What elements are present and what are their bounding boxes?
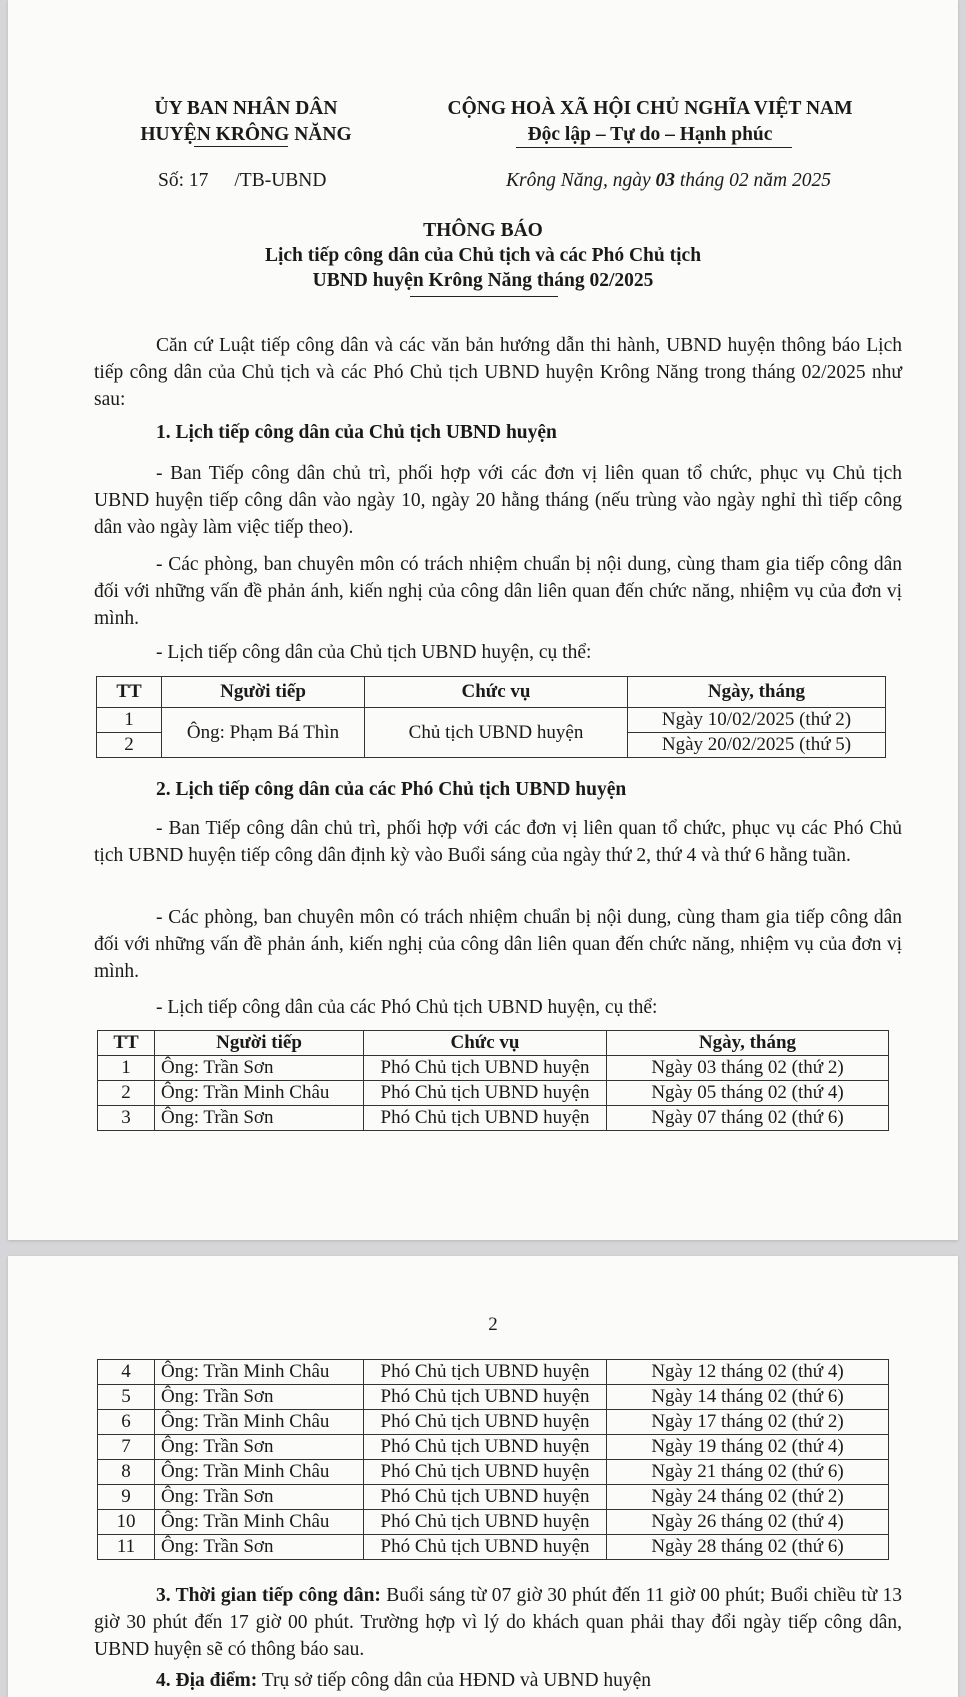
row-date: Ngày 26 tháng 02 (thứ 4): [607, 1510, 889, 1535]
table-row: [97, 708, 886, 733]
row-position: Phó Chủ tịch UBND huyện: [364, 1535, 607, 1560]
table-header-row: [97, 677, 886, 708]
chairman-schedule-table: [96, 676, 886, 758]
row-position: Phó Chủ tịch UBND huyện: [364, 1081, 607, 1106]
section2-para2: - Các phòng, ban chuyên môn có trách nhiệm chuẩn bị nội dung, cùng tham gia tiếp công dân đối với những vấn đề phản ánh, kiến nghị của công dân liên quan đến chức năng, nhiệm vụ của đơn vị mình.: [94, 907, 902, 982]
row-date: Ngày 07 tháng 02 (thứ 6): [607, 1106, 889, 1131]
table-row: [98, 1510, 889, 1535]
row-position: Phó Chủ tịch UBND huyện: [364, 1510, 607, 1535]
section1-heading: 1. Lịch tiếp công dân của Chủ tịch UBND huyện: [156, 422, 557, 443]
document-title: [208, 218, 758, 293]
row-person: Ông: Trần Sơn: [155, 1056, 364, 1081]
section3-label: 3. Thời gian tiếp công dân:: [156, 1585, 381, 1606]
row-person: Ông: Phạm Bá Thìn: [162, 708, 365, 758]
row-position: Phó Chủ tịch UBND huyện: [364, 1106, 607, 1131]
row-position: Phó Chủ tịch UBND huyện: [364, 1485, 607, 1510]
table-row: [98, 1485, 889, 1510]
section1-para2: - Các phòng, ban chuyên môn có trách nhiệm chuẩn bị nội dung, cùng tham gia tiếp công dân đối với những vấn đề phản ánh, kiến nghị của công dân liên quan đến chức năng, nhiệm vụ của đơn vị mình.: [94, 554, 902, 629]
row-position: Phó Chủ tịch UBND huyện: [364, 1460, 607, 1485]
row-tt: 7: [98, 1435, 155, 1460]
table-row: [98, 1385, 889, 1410]
agency-name: [116, 96, 376, 148]
row-tt: 10: [98, 1510, 155, 1535]
col-person: Người tiếp: [155, 1031, 364, 1056]
agency-underline: [194, 146, 288, 147]
row-date: Ngày 20/02/2025 (thứ 5): [628, 733, 886, 758]
row-person: Ông: Trần Sơn: [155, 1435, 364, 1460]
row-tt: 2: [97, 733, 162, 758]
national-title: CỘNG HOÀ XÃ HỘI CHỦ NGHĨA VIỆT NAM: [447, 98, 853, 119]
col-tt: TT: [97, 677, 162, 708]
title-underline: [410, 296, 558, 297]
row-date: Ngày 10/02/2025 (thứ 2): [628, 708, 886, 733]
row-tt: 6: [98, 1410, 155, 1435]
row-tt: 5: [98, 1385, 155, 1410]
table-row: [98, 1360, 889, 1385]
row-date: Ngày 21 tháng 02 (thứ 6): [607, 1460, 889, 1485]
document-page-1: [8, 0, 958, 1240]
number-suffix: /TB-UBND: [234, 170, 327, 191]
table-row: [98, 1081, 889, 1106]
document-number: [158, 170, 326, 192]
section3-paragraph: [94, 1582, 902, 1663]
table-row: [98, 1435, 889, 1460]
row-tt: 8: [98, 1460, 155, 1485]
row-date: Ngày 28 tháng 02 (thứ 6): [607, 1535, 889, 1560]
row-person: Ông: Trần Minh Châu: [155, 1410, 364, 1435]
row-position: Phó Chủ tịch UBND huyện: [364, 1435, 607, 1460]
row-person: Ông: Trần Sơn: [155, 1106, 364, 1131]
row-person: Ông: Trần Minh Châu: [155, 1081, 364, 1106]
col-person: Người tiếp: [162, 677, 365, 708]
row-person: Ông: Trần Sơn: [155, 1385, 364, 1410]
row-person: Ông: Trần Minh Châu: [155, 1360, 364, 1385]
row-person: Ông: Trần Minh Châu: [155, 1510, 364, 1535]
row-date: Ngày 17 tháng 02 (thứ 2): [607, 1410, 889, 1435]
table-row: [98, 1460, 889, 1485]
row-tt: 11: [98, 1535, 155, 1560]
row-date: Ngày 24 tháng 02 (thứ 2): [607, 1485, 889, 1510]
row-date: Ngày 12 tháng 02 (thứ 4): [607, 1360, 889, 1385]
section4-text: Trụ sở tiếp công dân của HĐND và UBND huyện: [257, 1670, 652, 1691]
section1-para1: - Ban Tiếp công dân chủ trì, phối hợp với các đơn vị liên quan tổ chức, phục vụ Chủ tịch UBND huyện tiếp công dân vào ngày 10, ngày 20 hằng tháng (nếu trùng vào ngày nghỉ thì tiếp công dân vào ngày làm việc tiếp theo).: [94, 463, 902, 538]
title-line1: THÔNG BÁO: [423, 220, 543, 241]
row-position: Phó Chủ tịch UBND huyện: [364, 1410, 607, 1435]
intro-paragraph: Căn cứ Luật tiếp công dân và các văn bản hướng dẫn thi hành, UBND huyện thông báo Lịch tiếp công dân của Chủ tịch và các Phó Chủ tịch UBND huyện Krông Năng trong tháng 02/2025 như sau:: [94, 335, 902, 410]
row-tt: 2: [98, 1081, 155, 1106]
row-tt: 1: [98, 1056, 155, 1081]
table-row: [98, 1535, 889, 1560]
national-motto: [400, 96, 900, 148]
number-prefix: Số: 17: [158, 170, 209, 191]
document-date: Krông Năng, ngày 03 tháng 02 năm 2025: [506, 170, 832, 191]
table-row: [98, 1056, 889, 1081]
col-tt: TT: [98, 1031, 155, 1056]
table-row: [98, 1410, 889, 1435]
section2-para3: - Lịch tiếp công dân của các Phó Chủ tịch UBND huyện, cụ thể:: [156, 997, 658, 1018]
row-person: Ông: Trần Minh Châu: [155, 1460, 364, 1485]
motto-underline: [516, 147, 792, 148]
agency-line2: HUYỆN KRÔNG NĂNG: [140, 124, 352, 145]
motto-line: Độc lập – Tự do – Hạnh phúc: [527, 124, 773, 145]
row-person: Ông: Trần Sơn: [155, 1485, 364, 1510]
section3-text: Buổi sáng từ 07 giờ 30 phút đến 11 giờ 00 phút; Buổi chiều từ 13 giờ 30 phút đến 17 giờ 00 phút. Trường hợp vì lý do khách quan phải thay đổi ngày tiếp công dân, UBND huyện sẽ có thông báo sau.: [94, 1585, 902, 1660]
section1-para3: - Lịch tiếp công dân của Chủ tịch UBND huyện, cụ thể:: [156, 642, 592, 663]
row-date: Ngày 03 tháng 02 (thứ 2): [607, 1056, 889, 1081]
row-position: Phó Chủ tịch UBND huyện: [364, 1360, 607, 1385]
row-position: Chủ tịch UBND huyện: [365, 708, 628, 758]
row-tt: 3: [98, 1106, 155, 1131]
page-number: 2: [488, 1314, 498, 1335]
row-tt: 1: [97, 708, 162, 733]
row-person: Ông: Trần Sơn: [155, 1535, 364, 1560]
col-date: Ngày, tháng: [607, 1031, 889, 1056]
row-date: Ngày 19 tháng 02 (thứ 4): [607, 1435, 889, 1460]
title-line2: Lịch tiếp công dân của Chủ tịch và các Phó Chủ tịch: [264, 245, 702, 266]
section2-heading: 2. Lịch tiếp công dân của các Phó Chủ tịch UBND huyện: [156, 779, 627, 800]
vice-chairman-table-p1: [97, 1030, 889, 1131]
table-header-row: [98, 1031, 889, 1056]
table-row: [98, 1106, 889, 1131]
section4-paragraph: [156, 1670, 651, 1692]
agency-line1: ỦY BAN NHÂN DÂN: [154, 98, 338, 119]
row-date: Ngày 14 tháng 02 (thứ 6): [607, 1385, 889, 1410]
section2-para1: - Ban Tiếp công dân chủ trì, phối hợp với các đơn vị liên quan tổ chức, phục vụ các Phó Chủ tịch UBND huyện tiếp công dân định kỳ vào Buổi sáng của ngày thứ 2, thứ 4 và thứ 6 hằng tuần.: [94, 818, 902, 866]
col-position: Chức vụ: [364, 1031, 607, 1056]
row-date: Ngày 05 tháng 02 (thứ 4): [607, 1081, 889, 1106]
row-tt: 9: [98, 1485, 155, 1510]
row-position: Phó Chủ tịch UBND huyện: [364, 1385, 607, 1410]
col-position: Chức vụ: [365, 677, 628, 708]
document-page-2: [8, 1256, 958, 1697]
vice-chairman-table-p2: [97, 1359, 889, 1560]
section4-label: 4. Địa điểm:: [156, 1670, 258, 1691]
row-position: Phó Chủ tịch UBND huyện: [364, 1056, 607, 1081]
row-tt: 4: [98, 1360, 155, 1385]
title-line3: UBND huyện Krông Năng tháng 02/2025: [312, 270, 654, 291]
col-date: Ngày, tháng: [628, 677, 886, 708]
date-day: 03: [655, 170, 676, 191]
